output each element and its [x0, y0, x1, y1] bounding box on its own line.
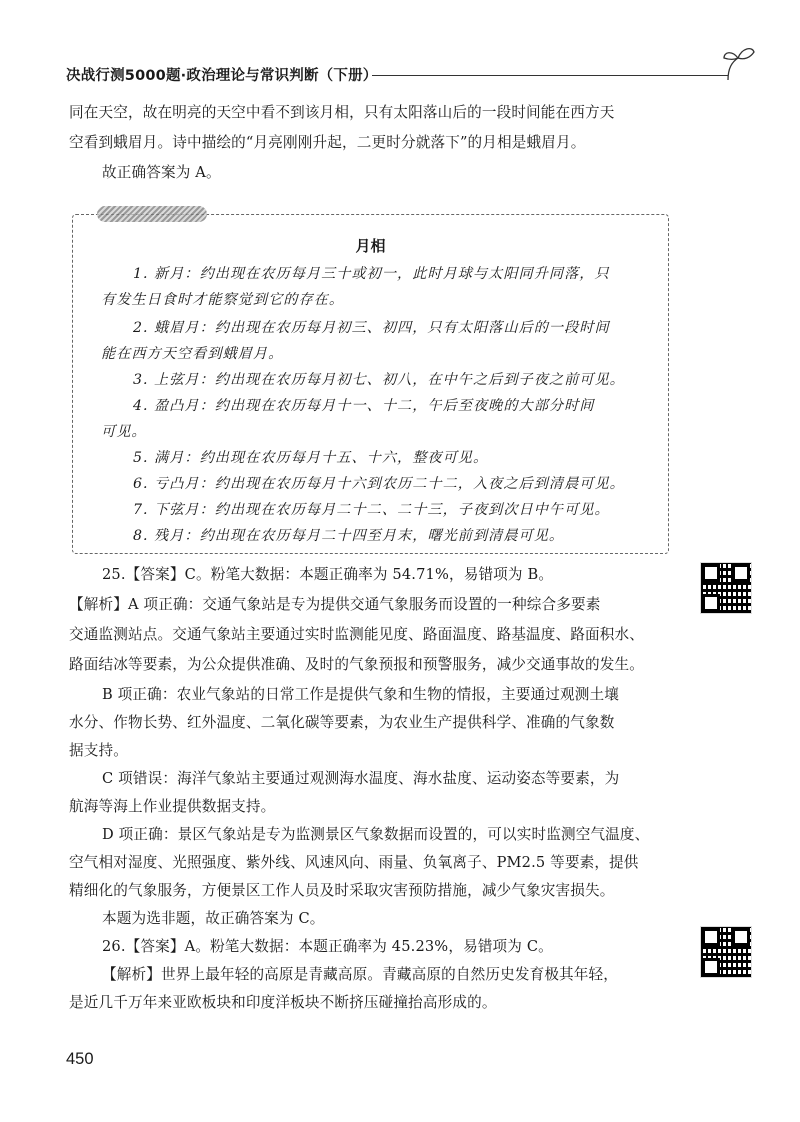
- q25-analysis-a-3: 路面结冰等要素，为公众提供准确、及时的气象预报和预警服务，减少交通事故的发生。: [69, 656, 645, 673]
- q25-analysis-b-3: 据支持。: [69, 742, 128, 759]
- header-rule: [372, 75, 728, 76]
- q25-analysis-b-1: B 项正确：农业气象站的日常工作是提供气象和生物的情报，主要通过观测土壤: [102, 686, 619, 703]
- q25-analysis-a-2: 交通监测站点。交通气象站主要通过实时监测能见度、路面温度、路基温度、路面积水、: [69, 626, 645, 643]
- q25-answer: 25.【答案】C。粉笔大数据：本题正确率为 54.71%，易错项为 B。: [102, 566, 554, 583]
- page-number: 450: [66, 1050, 94, 1068]
- q25-analysis-d-1: D 项正确：景区气象站是专为监测景区气象数据而设置的，可以实时监测空气温度、: [102, 826, 650, 843]
- running-header: [66, 62, 756, 88]
- qr-code-icon[interactable]: [700, 562, 752, 614]
- book-title: 决战行测5000题·政治理论与常识判断（下册）: [66, 68, 378, 84]
- q25-analysis-b-2: 水分、作物长势、红外温度、二氧化碳等要素，为农业生产提供科学、准确的气象数: [69, 714, 615, 731]
- note-line: 3. 上弦月：约出现在农历每月初七、初八，在中午之后到子夜之前可见。: [133, 372, 625, 388]
- q25-analysis-a-1: 【解析】A 项正确：交通气象站是专为提供交通气象服务而设置的一种综合多要素: [69, 596, 601, 613]
- note-line: 有发生日食时才能察觉到它的存在。: [101, 292, 345, 308]
- note-line: 4. 盈凸月：约出现在农历每月十一、十二，午后至夜晚的大部分时间: [133, 398, 595, 414]
- q25-analysis-d-2: 空气相对湿度、光照强度、紫外线、风速风向、雨量、负氧离子、PM2.5 等要素，提供: [69, 854, 639, 871]
- sprout-icon: [722, 42, 756, 82]
- q26-answer: 26.【答案】A。粉笔大数据：本题正确率为 45.23%，易错项为 C。: [102, 938, 553, 955]
- q25-analysis-c-2: 航海等海上作业提供数据支持。: [69, 798, 276, 815]
- q25-analysis-c-1: C 项错误：海洋气象站主要通过观测海水温度、海水盐度、运动姿态等要素，为: [102, 770, 620, 787]
- intro-answer: 故正确答案为 A。: [102, 164, 221, 181]
- note-line: 7. 下弦月：约出现在农历每月二十二、二十三，子夜到次日中午可见。: [133, 502, 610, 518]
- intro-line-2: 空看到蛾眉月。诗中描绘的“月亮刚刚升起，二更时分就落下”的月相是蛾眉月。: [69, 134, 586, 151]
- note-line: 可见。: [101, 424, 147, 440]
- note-line: 2. 蛾眉月：约出现在农历每月初三、初四，只有太阳落山后的一段时间: [133, 320, 610, 336]
- qr-code-icon[interactable]: [700, 926, 752, 978]
- note-title: 月相: [355, 237, 386, 255]
- note-line: 6. 亏凸月：约出现在农历每月十六到农历二十二，入夜之后到清晨可见。: [133, 476, 625, 492]
- q26-analysis-1: 【解析】世界上最年轻的高原是青藏高原。青藏高原的自然历史发育极其年轻，: [102, 966, 619, 983]
- knowledge-note-box: [72, 214, 669, 554]
- note-tab-label: [97, 206, 207, 222]
- q25-analysis-d-3: 精细化的气象服务，方便景区工作人员及时采取灾害预防措施，减少气象灾害损失。: [69, 882, 615, 899]
- q26-analysis-2: 是近几千万年来亚欧板块和印度洋板块不断挤压碰撞抬高形成的。: [69, 994, 497, 1011]
- note-line: 1. 新月：约出现在农历每月三十或初一，此时月球与太阳同升同落，只: [133, 266, 610, 282]
- note-line: 8. 残月：约出现在农历每月二十四至月末，曙光前到清晨可见。: [133, 528, 565, 544]
- q25-conclusion: 本题为选非题，故正确答案为 C。: [102, 910, 325, 927]
- intro-line-1: 同在天空，故在明亮的天空中看不到该月相，只有太阳落山后的一段时间能在西方天: [69, 104, 615, 121]
- note-line: 5. 满月：约出现在农历每月十五、十六，整夜可见。: [133, 450, 489, 466]
- note-line: 能在西方天空看到蛾眉月。: [101, 346, 284, 362]
